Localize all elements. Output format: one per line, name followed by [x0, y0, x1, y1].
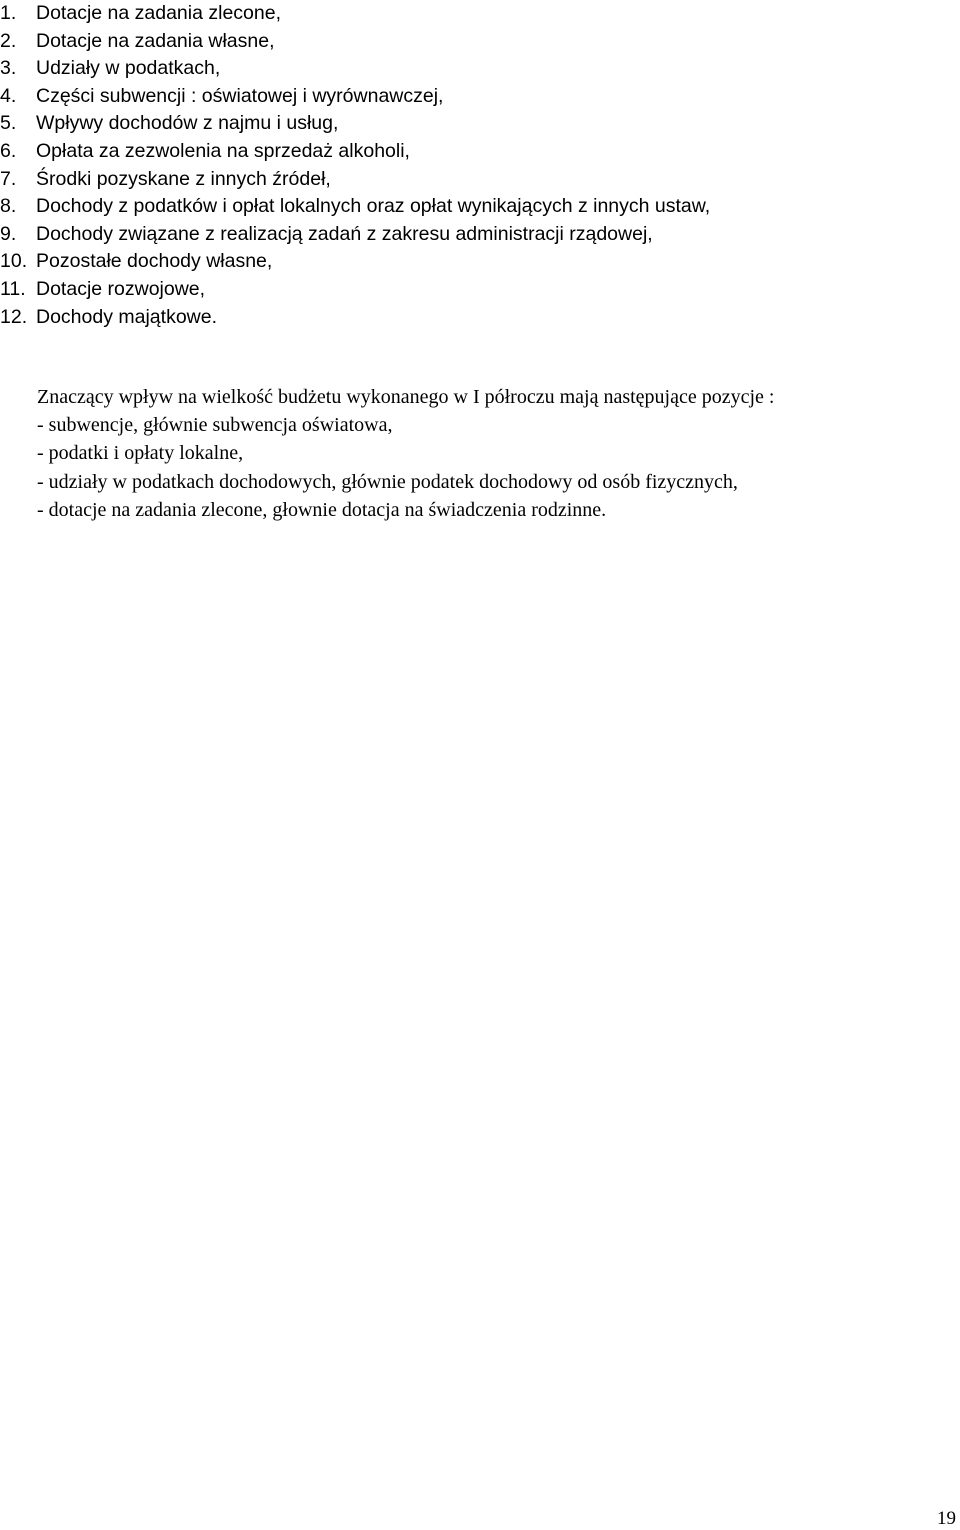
list-item-text: Wpływy dochodów z najmu i usług, — [36, 112, 339, 135]
list-item — [0, 55, 710, 83]
summary-item: - udziały w podatkach dochodowych, głównie podatek dochodowy od osób fizycznych, — [37, 470, 738, 493]
list-item-text: Pozostałe dochody własne, — [36, 250, 273, 273]
list-item-number: 11. — [0, 277, 26, 300]
list-item-text: Środki pozyskane z innych źródeł, — [36, 167, 331, 190]
list-item-text: Opłata za zezwolenia na sprzedaż alkoholi, — [36, 139, 410, 162]
list-item — [0, 28, 710, 56]
list-item — [0, 304, 710, 332]
list-item-text: Dotacje na zadania własne, — [36, 29, 275, 52]
list-item-text: Dochody majątkowe. — [36, 305, 218, 328]
list-item-number: 7. — [0, 167, 17, 190]
list-item-number: 1. — [0, 2, 17, 24]
list-item-text: Dochody związane z realizacją zadań z zakresu administracji rządowej, — [36, 222, 653, 245]
list-item-text: Udziały w podatkach, — [36, 57, 221, 80]
summary-item: - subwencje, głównie subwencja oświatowa, — [37, 414, 393, 437]
list-item — [0, 0, 710, 28]
summary-intro: Znaczący wpływ na wielkość budżetu wykonanego w I półroczu mają następujące pozycje : — [37, 386, 775, 408]
list-item — [0, 221, 710, 249]
page-number: 19 — [937, 1508, 956, 1529]
list-item — [0, 83, 710, 111]
list-item — [0, 110, 710, 138]
summary-item: - podatki i opłaty lokalne, — [37, 442, 244, 465]
list-item-text: Części subwencji : oświatowej i wyrównawczej, — [36, 84, 444, 107]
list-item-text: Dotacje na zadania zlecone, — [36, 2, 281, 24]
list-item-text: Dochody z podatków i opłat lokalnych oraz opłat wynikających z innych ustaw, — [36, 195, 711, 218]
list-item — [0, 248, 710, 276]
list-item — [0, 166, 710, 194]
list-item-number: 12. — [0, 305, 28, 328]
list-item — [0, 138, 710, 166]
list-item-text: Dotacje rozwojowe, — [36, 277, 206, 300]
summary-item: - dotacje na zadania zlecone, głownie dotacja na świadczenia rodzinne. — [37, 498, 607, 521]
list-item-number: 9. — [0, 222, 17, 245]
list-item-number: 3. — [0, 57, 17, 80]
list-item-number: 2. — [0, 29, 17, 52]
list-item-number: 5. — [0, 112, 17, 135]
list-item-number: 6. — [0, 139, 17, 162]
list-item — [0, 276, 710, 304]
list-item — [0, 193, 710, 221]
revenue-sources-list — [0, 0, 710, 331]
list-item-number: 4. — [0, 84, 17, 107]
budget-summary — [37, 383, 775, 524]
list-item-number: 10. — [0, 250, 28, 273]
list-item-number: 8. — [0, 195, 17, 218]
